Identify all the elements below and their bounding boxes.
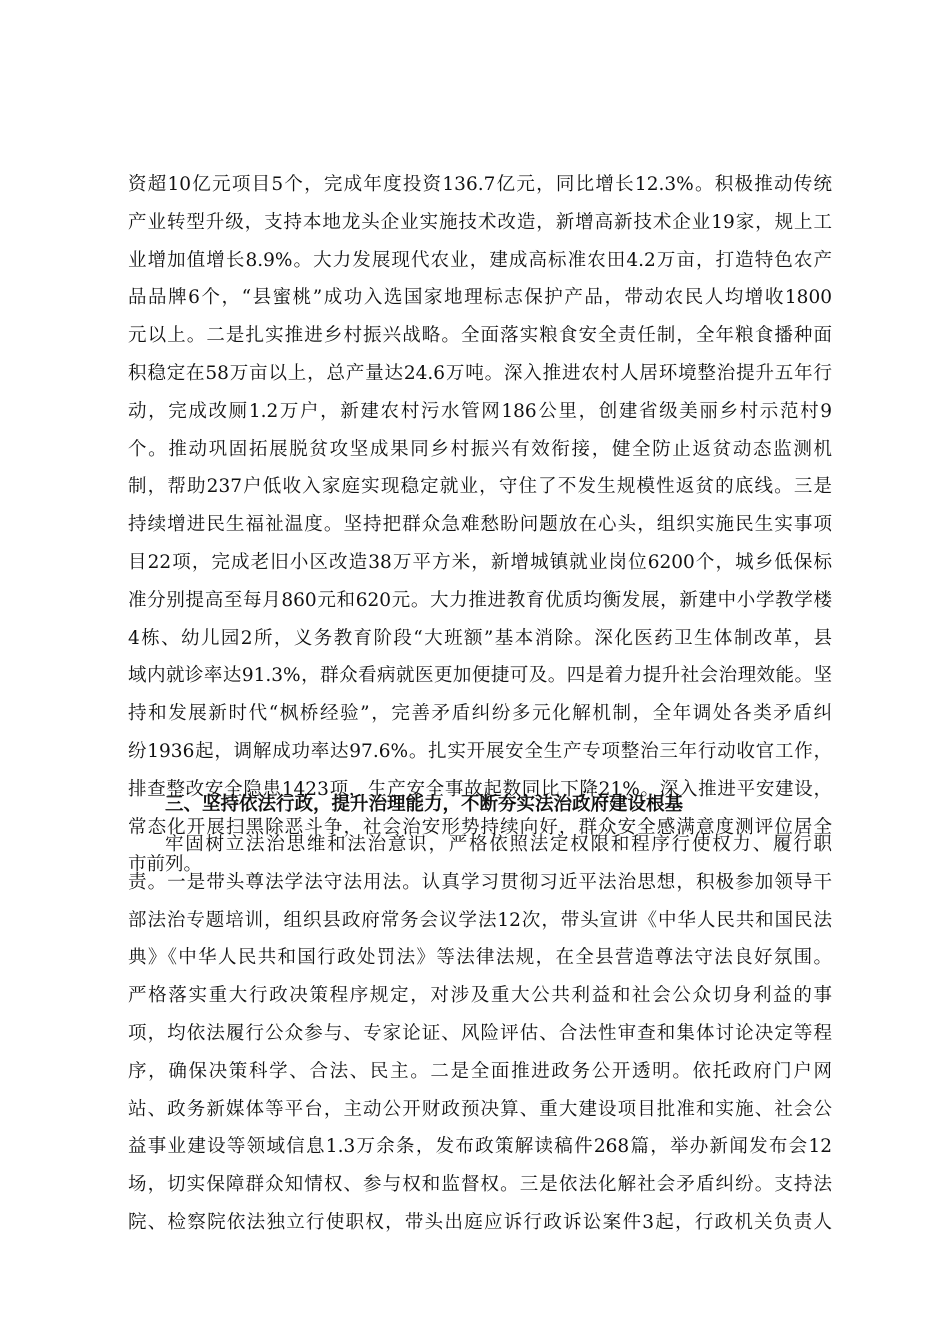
text-line: 站、政务新媒体等平台，主动公开财政预决算、重大建设项目批准和实施、社会公 [128,1098,832,1120]
text-line: 市前列。 [128,854,203,876]
text-line: 资超10亿元项目5个，完成年度投资136.7亿元，同比增长12.3%。积极推动传统 [128,174,832,195]
text-line: 常态化开展扫黑除恶斗争，社会治安形势持续向好，群众安全感满意度测评位居全 [128,816,832,838]
text-line: 4栋、幼儿园2所，义务教育阶段“大班额”基本消除。深化医药卫生体制改革，县 [128,627,832,649]
text-line: 准分别提高至每月860元和620元。大力推进教育优质均衡发展，新建中小学教学楼 [128,589,832,611]
text-line: 元以上。二是扎实推进乡村振兴战略。全面落实粮食安全责任制，全年粮食播种面 [128,325,832,347]
text-line: 品品牌6个，“县蜜桃”成功入选国家地理标志保护产品，带动农民人均增收1800 [128,287,832,309]
text-line: 域内就诊率达91.3%，群众看病就医更加便捷可及。四是着力提升社会治理效能。坚 [128,665,832,687]
text-line: 场，切实保障群众知情权、参与权和监督权。三是依法化解社会矛盾纠纷。支持法 [128,1174,832,1196]
text-line: 积稳定在58万亩以上，总产量达24.6万吨。深入推进农村人居环境整治提升五年行 [128,363,832,384]
text-line: 部法治专题培训，组织县政府常务会议学法12次，带头宣讲《中华人民共和国民法 [128,909,832,931]
text-line: 业增加值增长8.9%。大力发展现代农业，建成高标准农田4.2万亩，打造特色农产 [128,249,832,271]
text-line: 产业转型升级，支持本地龙头企业实施技术改造，新增高新技术企业19家，规上工 [128,211,832,233]
text-line: 纷1936起，调解成功率达97.6%。扎实开展安全生产专项整治三年行动收官工作， [128,741,832,762]
text-line: 序，确保决策科学、合法、民主。二是全面推进政务公开透明。依托政府门户网 [128,1060,832,1082]
text-line: 持和发展新时代“枫桥经验”，完善矛盾纠纷多元化解机制，全年调处各类矛盾纠 [128,703,832,725]
text-line: 院、检察院依法独立行使职权，带头出庭应诉行政诉讼案件3起，行政机关负责人 [128,1212,832,1233]
text-line: 牢固树立法治思维和法治意识，严格依照法定权限和程序行使权力、履行职 [165,834,832,855]
text-line: 制，帮助237户低收入家庭实现稳定就业，守住了不发生规模性返贫的底线。三是 [128,476,832,498]
text-line: 典》《中华人民共和国行政处罚法》等法律法规，在全县营造尊法守法良好氛围。 [128,947,832,969]
section-heading: 三、坚持依法行政，提升治理能力，不断夯实法治政府建设根基 [165,794,684,815]
text-line: 个。推动巩固拓展脱贫攻坚成果同乡村振兴有效衔接，健全防止返贫动态监测机 [128,438,832,460]
text-line: 动，完成改厕1.2万户，新建农村污水管网186公里，创建省级美丽乡村示范村9 [128,400,832,422]
text-line: 严格落实重大行政决策程序规定，对涉及重大公共利益和社会公众切身利益的事 [128,985,832,1007]
text-line: 益事业建设等领域信息1.3万余条，发布政策解读稿件268篇，举办新闻发布会12 [128,1136,832,1158]
text-line: 目22项，完成老旧小区改造38万平方米，新增城镇就业岗位6200个，城乡低保标 [128,552,832,573]
text-line: 责。一是带头尊法学法守法用法。认真学习贯彻习近平法治思想，积极参加领导干 [128,871,832,893]
text-line: 排查整改安全隐患1423项，生产安全事故起数同比下降21%。深入推进平安建设， [128,778,832,800]
text-line: 持续增进民生福祉温度。坚持把群众急难愁盼问题放在心头，组织实施民生实事项 [128,514,832,536]
text-line: 项，均依法履行公众参与、专家论证、风险评估、合法性审查和集体讨论决定等程 [128,1023,832,1044]
